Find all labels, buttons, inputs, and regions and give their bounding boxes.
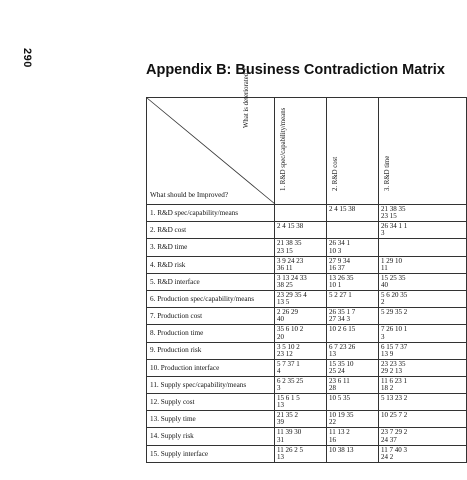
table-row [147, 239, 467, 256]
page-number: 290 [21, 48, 33, 68]
matrix-cell: 10 25 7 2 [379, 411, 467, 428]
table-row [147, 394, 467, 411]
matrix-cell: 11 39 30 31 [275, 428, 327, 445]
matrix-cell: 21 35 2 39 [275, 411, 327, 428]
matrix-cell: 6 2 35 25 3 [275, 376, 327, 393]
row-label: 11. Supply spec/capability/means [147, 376, 275, 393]
matrix-cell: 23 6 11 28 [327, 376, 379, 393]
matrix-cell: 6 15 7 37 13 9 [379, 342, 467, 359]
table-row [147, 445, 467, 462]
matrix-cell: 21 38 35 23 15 [275, 239, 327, 256]
matrix-cell: 6 7 23 26 13 [327, 342, 379, 359]
matrix-cell [327, 222, 379, 239]
row-label: 15. Supply interface [147, 445, 275, 462]
matrix-cell: 26 34 1 1 3 [379, 222, 467, 239]
row-label: 5. R&D interface [147, 273, 275, 290]
matrix-cell: 11 13 2 16 [327, 428, 379, 445]
matrix-cell: 23 7 29 2 24 37 [379, 428, 467, 445]
table-row [147, 256, 467, 273]
matrix-cell: 2 26 29 40 [275, 308, 327, 325]
column-header-label: 2. R&D cost [332, 156, 339, 191]
table-row [147, 359, 467, 376]
matrix-cell: 26 35 1 7 27 34 3 [327, 308, 379, 325]
matrix-cell: 35 6 10 2 20 [275, 325, 327, 342]
table-row [147, 428, 467, 445]
table-row [147, 342, 467, 359]
matrix-cell: 23 29 35 4 13 5 [275, 290, 327, 307]
matrix-cell [379, 239, 467, 256]
matrix-cell: 15 25 35 40 [379, 273, 467, 290]
matrix-cell: 5 6 20 35 2 [379, 290, 467, 307]
corner-cell [147, 68, 275, 205]
table-row [147, 411, 467, 428]
row-label: 13. Supply time [147, 411, 275, 428]
matrix-cell: 5 7 37 1 4 [275, 359, 327, 376]
matrix-cell: 1 29 10 11 [379, 256, 467, 273]
matrix-cell: 3 5 10 2 23 12 [275, 342, 327, 359]
row-label: 10. Production interface [147, 359, 275, 376]
table-row [147, 325, 467, 342]
table-row [147, 376, 467, 393]
row-label: 1. R&D spec/capability/means [147, 205, 275, 222]
row-label: 2. R&D cost [147, 222, 275, 239]
table-row [147, 308, 467, 325]
header-row [147, 98, 467, 205]
corner-diagonal [147, 98, 275, 204]
matrix-cell: 21 38 35 23 15 [379, 205, 467, 222]
matrix-cell: 10 5 35 [327, 394, 379, 411]
table-row [147, 222, 467, 239]
matrix-cell: 7 26 10 1 3 [379, 325, 467, 342]
matrix-cell: 10 2 6 15 [327, 325, 379, 342]
matrix-cell: 13 26 35 10 1 [327, 273, 379, 290]
row-label: 7. Production cost [147, 308, 275, 325]
row-label: 9. Production risk [147, 342, 275, 359]
deteriorated-label: What is deteriorated ? [243, 68, 250, 128]
column-header-label: 1. R&D spec/capability/means [280, 107, 287, 191]
column-header [275, 98, 327, 205]
matrix-cell: 23 23 35 29 2 13 [379, 359, 467, 376]
matrix-cell [275, 205, 327, 222]
table-row [147, 273, 467, 290]
matrix-cell: 3 13 24 33 38 25 [275, 273, 327, 290]
table-row [147, 290, 467, 307]
matrix-cell: 10 38 13 [327, 445, 379, 462]
column-header [327, 98, 379, 205]
improved-label: What should be Improved? [150, 190, 229, 199]
row-label: 14. Supply risk [147, 428, 275, 445]
matrix-cell: 5 13 23 2 [379, 394, 467, 411]
matrix-cell: 2 4 15 38 [275, 222, 327, 239]
matrix-cell: 2 4 15 38 [327, 205, 379, 222]
matrix-cell: 5 2 27 1 [327, 290, 379, 307]
matrix-cell: 5 29 35 2 [379, 308, 467, 325]
column-header [379, 98, 467, 205]
row-label: 6. Production spec/capability/means [147, 290, 275, 307]
matrix-cell: 15 6 1 5 13 [275, 394, 327, 411]
matrix-cell: 27 9 34 16 37 [327, 256, 379, 273]
row-label: 8. Production time [147, 325, 275, 342]
column-header-label: 3. R&D time [384, 155, 391, 191]
page-title: Appendix B: Business Contradiction Matrix [146, 62, 445, 78]
matrix-cell: 3 9 24 23 36 11 [275, 256, 327, 273]
matrix-cell: 11 7 40 3 24 2 [379, 445, 467, 462]
matrix-cell: 15 35 10 25 24 [327, 359, 379, 376]
row-label: 3. R&D time [147, 239, 275, 256]
matrix-cell: 10 19 35 22 [327, 411, 379, 428]
matrix-cell: 11 6 23 1 18 2 [379, 376, 467, 393]
table-row [147, 205, 467, 222]
row-label: 12. Supply cost [147, 394, 275, 411]
matrix-cell: 26 34 1 10 3 [327, 239, 379, 256]
row-label: 4. R&D risk [147, 256, 275, 273]
matrix-cell: 11 26 2 5 13 [275, 445, 327, 462]
